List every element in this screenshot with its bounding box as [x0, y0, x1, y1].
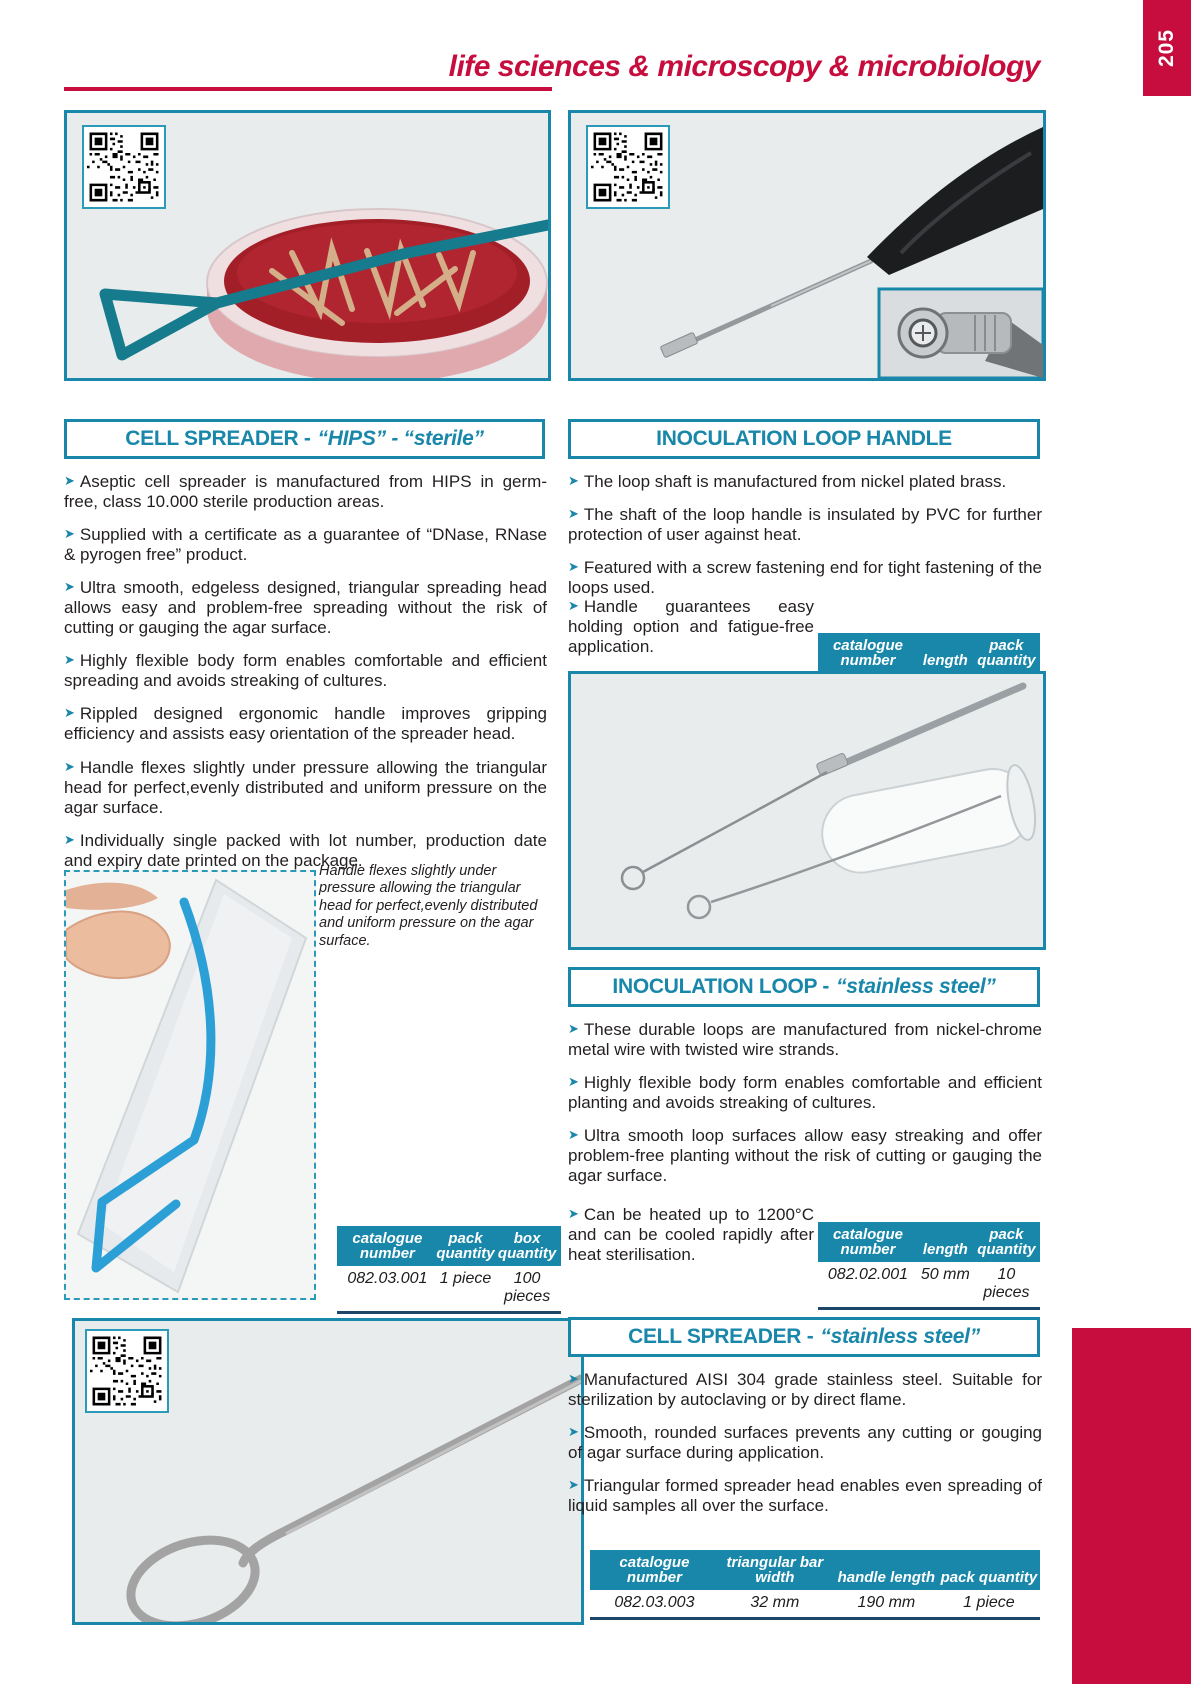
spec-table-cell-spreader-steel [590, 1550, 1040, 1620]
bullet-arrow-icon: ➤ [568, 1021, 579, 1036]
bullet-item: ➤ Ultra smooth, edgeless designed, triangular spreading head allows easy and problem-free spreading without the risk of cutting or gauging the agar surface. [64, 578, 547, 638]
section-title: INOCULATION LOOP HANDLE [656, 427, 952, 450]
table-cell-length: 50 mm [920, 1265, 970, 1283]
bullet-list-inoculation-loop [568, 1020, 1042, 1199]
header-rule [64, 87, 552, 91]
bullet-arrow-icon: ➤ [568, 1074, 579, 1090]
bullet-arrow-icon: ➤ [568, 1371, 579, 1386]
table-cell-catalogue-number: 082.03.001 [347, 1269, 428, 1287]
table-header-cell: catalogue number [619, 1554, 690, 1587]
spec-table-cell-spreader-hips [337, 1226, 561, 1314]
bullet-arrow-icon: ➤ [568, 559, 579, 575]
table-cell-catalogue-number: 082.03.003 [614, 1593, 695, 1611]
table-cell-pack-quantity: 1 piece [963, 1593, 1015, 1611]
section-header-inoculation-loop-handle [568, 419, 1040, 459]
qr-code-icon [85, 1329, 169, 1413]
table-header-cell: triangular bar width [726, 1554, 824, 1587]
table-cell-pack-quantity: 10 pieces [983, 1265, 1030, 1301]
bullet-item: ➤ Highly flexible body form enables comfortable and efficient spreading and avoids streaking of cultures. [64, 651, 547, 691]
bullet-arrow-icon: ➤ [64, 579, 75, 595]
qr-code-icon [586, 125, 670, 209]
table-header-cell: pack quantity [977, 637, 1036, 670]
bullet-list-cell-spreader-steel [568, 1370, 1042, 1529]
section-header-cell-spreader-steel [568, 1317, 1040, 1357]
qr-code-icon [82, 125, 166, 209]
table-cell-catalogue-number: 082.02.001 [827, 1265, 908, 1283]
table-header-cell: handle length [837, 1569, 936, 1587]
product-photo-cell-spreader-hips [64, 110, 551, 381]
bullet-item-wrapped [568, 597, 814, 670]
table-row [590, 1590, 1040, 1620]
bullet-arrow-icon: ➤ [568, 1424, 579, 1440]
bullet-list-loop-handle [568, 472, 1042, 611]
table-cell-bar-width: 32 mm [750, 1593, 800, 1611]
table-cell-pack-quantity: 1 piece [439, 1269, 492, 1287]
image-caption: Handle flexes slightly under pressure allowing the triangular head for perfect,evenly distributed and uniform pressure on the agar surface. [319, 863, 538, 949]
bullet-arrow-icon: ➤ [64, 652, 75, 668]
bullet-item: ➤ Manufactured AISI 304 grade stainless steel. Suitable for sterilization by autoclaving or by direct flame. [568, 1370, 1042, 1410]
table-row [337, 1266, 561, 1314]
bullet-item: ➤ Triangular formed spreader head enables even spreading of liquid samples all over the surface. [568, 1476, 1042, 1516]
spec-table-inoculation-loop [818, 1222, 1040, 1310]
bullet-arrow-icon: ➤ [568, 506, 579, 522]
bullet-item: ➤ Ultra smooth loop surfaces allow easy streaking and offer problem-free planting without the risk of cutting or gauging the agar surface. [568, 1126, 1042, 1186]
table-row [818, 1262, 1040, 1310]
red-accent-block [1072, 1328, 1191, 1684]
bullet-arrow-icon: ➤ [568, 1127, 579, 1143]
product-photo-cell-spreader-steel [72, 1318, 584, 1625]
section-header-inoculation-loop [568, 967, 1040, 1007]
page-number-badge [1143, 0, 1191, 96]
bullet-item: ➤ Highly flexible body form enables comfortable and efficient planting and avoids streaking of cultures. [568, 1073, 1042, 1113]
bullet-item: ➤ Smooth, rounded surfaces prevents any cutting or gouging of agar surface during application. [568, 1423, 1042, 1463]
table-header-cell: box quantity [497, 1230, 557, 1263]
bullet-item: ➤ The loop shaft is manufactured from nickel plated brass. [568, 472, 1007, 491]
table-header-row [590, 1550, 1040, 1590]
product-photo-inoculation-loops [568, 671, 1046, 950]
bullet-item: ➤ Individually single packed with lot number, production date and expiry date printed on the package. [64, 830, 547, 870]
bullet-item: ➤ Handle flexes slightly under pressure allowing the triangular head for perfect,evenly distributed and uniform pressure on the agar surface. [64, 757, 547, 817]
bullet-arrow-icon: ➤ [64, 758, 75, 774]
table-header-cell: pack quantity [436, 1230, 495, 1263]
bullet-arrow-icon: ➤ [568, 598, 579, 613]
bullet-item: ➤ Handle guarantees easy holding option and fatigue-free application. [568, 597, 814, 657]
bullet-arrow-icon: ➤ [64, 831, 75, 847]
bullet-item: ➤ Can be heated up to 1200°C and can be cooled rapidly after heat sterilisation. [568, 1205, 814, 1265]
page-title: life sciences & microscopy & microbiology [448, 50, 1040, 83]
section-header-cell-spreader-hips [64, 419, 545, 459]
table-header-row [818, 633, 1040, 673]
loops-tube-illustration [571, 674, 1043, 947]
bullet-item: ➤ Rippled designed ergonomic handle improves gripping efficiency and assists easy orientation of the spreader head. [64, 704, 547, 744]
table-header-cell: length [922, 1241, 968, 1259]
bullet-list-cell-spreader-hips [64, 472, 547, 884]
table-header-row [337, 1226, 561, 1266]
product-photo-loop-handle [568, 110, 1046, 381]
bullet-item-wrapped [568, 1205, 814, 1278]
table-header-cell: catalogue number [832, 1226, 903, 1259]
bullet-arrow-icon: ➤ [64, 705, 75, 721]
table-header-cell: pack quantity [940, 1569, 1038, 1587]
table-header-row [818, 1222, 1040, 1262]
section-title: INOCULATION LOOP - [612, 975, 830, 998]
section-title-quote: “HIPS” - “sterile” [317, 427, 484, 450]
bullet-arrow-icon: ➤ [568, 1477, 579, 1493]
bullet-item: ➤ Supplied with a certificate as a guarantee of “DNase, RNase & pyrogen free” product. [64, 525, 547, 565]
table-cell-handle-length: 190 mm [857, 1593, 916, 1611]
table-header-cell: pack quantity [977, 1226, 1036, 1259]
table-header-cell: catalogue number [832, 637, 903, 670]
bullet-arrow-icon: ➤ [568, 473, 579, 488]
bullet-arrow-icon: ➤ [64, 526, 75, 542]
section-title-quote: “stainless steel” [820, 1325, 980, 1348]
bullet-item: ➤ Aseptic cell spreader is manufactured from HIPS in germ-free, class 10.000 sterile production areas. [64, 472, 547, 512]
section-title: CELL SPREADER - [125, 427, 311, 450]
bullet-item: ➤ These durable loops are manufactured from nickel-chrome metal wire with twisted wire strands. [568, 1020, 1042, 1060]
hand-package-illustration [66, 872, 314, 1298]
product-photo-packaged-spreader [64, 870, 316, 1300]
bullet-item: ➤ The shaft of the loop handle is insulated by PVC for further protection of user against heat. [568, 505, 1042, 545]
table-cell-box-quantity: 100 pieces [503, 1269, 551, 1305]
bullet-arrow-icon: ➤ [568, 1206, 579, 1221]
bullet-item: ➤ Featured with a screw fastening end for tight fastening of the loops used. [568, 558, 1042, 598]
table-header-cell: catalogue number [352, 1230, 423, 1263]
page-number: 205 [1155, 28, 1178, 68]
section-title-quote: “stainless steel” [836, 975, 996, 998]
section-title: CELL SPREADER - [628, 1325, 814, 1348]
table-header-cell: length [922, 652, 968, 670]
bullet-arrow-icon: ➤ [64, 473, 75, 488]
